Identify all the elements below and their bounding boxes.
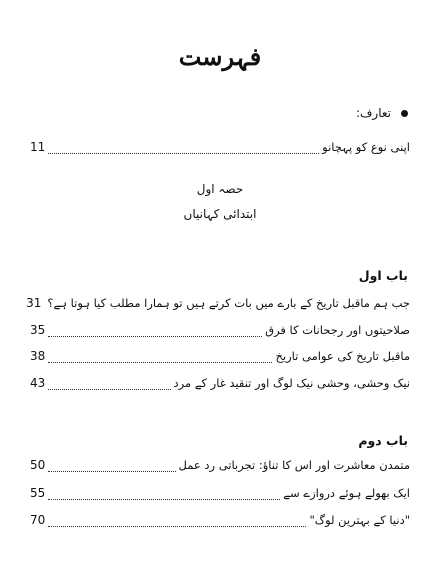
chapter-heading: باب دوم <box>358 433 408 448</box>
toc-entry[interactable] <box>26 296 410 314</box>
toc-entry-title: "دنیا کے بہترین لوگ" <box>309 513 410 527</box>
toc-entry-page: 55 <box>30 486 46 500</box>
toc-entry-page: 70 <box>30 513 46 527</box>
dot-leader <box>48 353 272 363</box>
dot-leader <box>48 327 262 337</box>
toc-entry-title: جب ہم ماقبل تاریخ کے بارے میں بات کرتے ہیں تو ہمارا مطلب کیا ہوتا ہے؟ <box>47 296 410 310</box>
toc-entry[interactable] <box>30 323 410 341</box>
toc-entry-page: 31 <box>26 296 42 310</box>
toc-entry-title: متمدن معاشرت اور اس کا تناؤ: تجرباتی رد عمل <box>178 458 410 472</box>
intro-heading <box>356 106 408 120</box>
dot-leader <box>48 462 175 472</box>
dot-leader <box>48 490 280 500</box>
toc-entry-title: ماقبل تاریخ کی عوامی تاریخ <box>275 349 410 363</box>
dot-leader <box>48 380 170 390</box>
toc-entry-title: ایک بھولے ہوئے دروازے سے <box>283 486 410 500</box>
toc-entry-page: 11 <box>30 140 46 154</box>
dot-leader <box>48 144 319 154</box>
toc-entry[interactable] <box>30 458 410 476</box>
dot-leader <box>48 517 306 527</box>
toc-entry[interactable] <box>30 376 410 394</box>
part-label: حصہ اول <box>196 182 244 196</box>
toc-entry[interactable] <box>30 140 410 158</box>
part-subtitle: ابتدائی کہانیاں <box>183 207 257 221</box>
toc-entry-title: نیک وحشی، وحشی نیک لوگ اور تنقید غار کے مرد <box>173 376 410 390</box>
chapter-heading: باب اول <box>358 268 408 283</box>
toc-entry-page: 50 <box>30 458 46 472</box>
toc-entry-title: صلاحیتوں اور رجحانات کا فرق <box>265 323 410 337</box>
toc-entry-page: 35 <box>30 323 46 337</box>
toc-entry-page: 38 <box>30 349 46 363</box>
bullet-icon <box>401 110 408 117</box>
toc-entry[interactable] <box>30 486 410 504</box>
toc-entry-page: 43 <box>30 376 46 390</box>
intro-heading-label: تعارف: <box>355 106 391 120</box>
page-title: فہرست <box>178 42 262 71</box>
toc-entry[interactable] <box>30 513 410 531</box>
toc-entry[interactable] <box>30 349 410 367</box>
toc-entry-title: اپنی نوع کو پہچانو <box>322 140 410 154</box>
